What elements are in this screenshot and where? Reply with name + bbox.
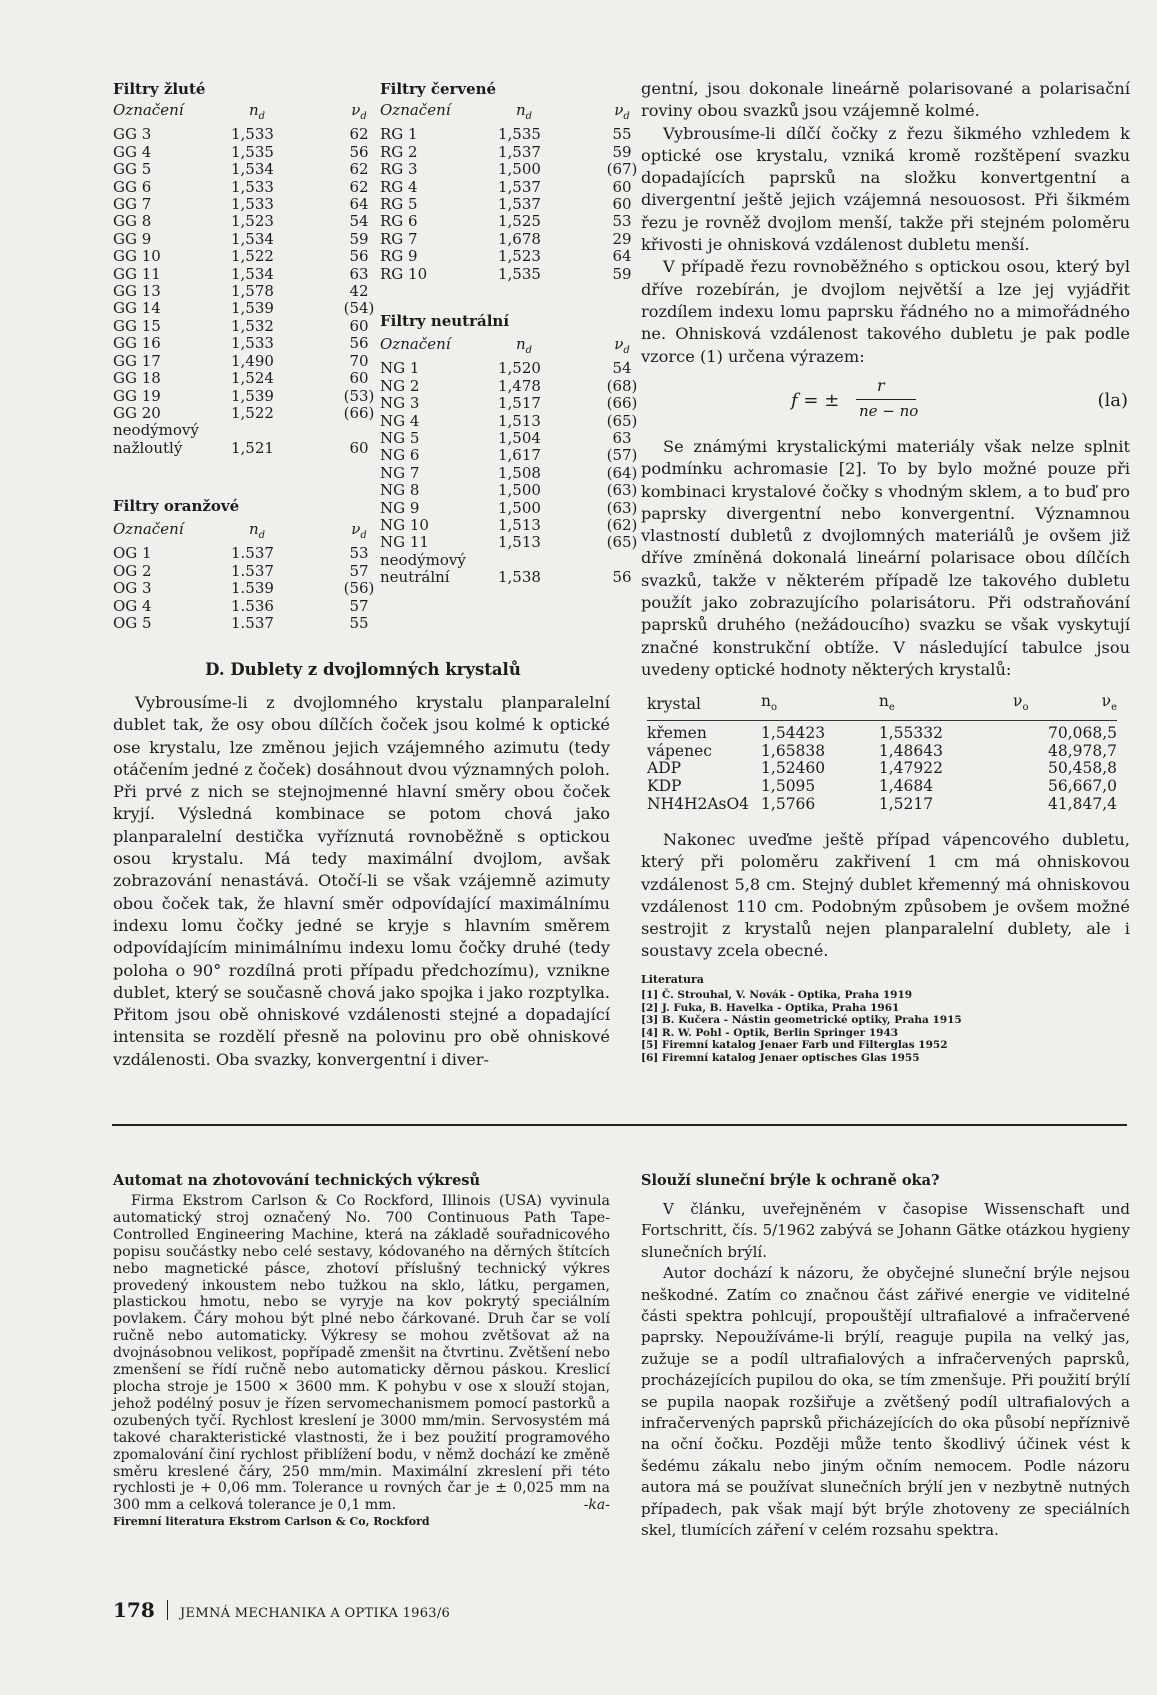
filter-nd: 1,534 xyxy=(231,264,274,283)
crystal-ne: 1,55332 xyxy=(878,723,943,742)
filter-vd: 64 xyxy=(349,195,369,214)
filter-nd: 1,524 xyxy=(231,369,274,388)
formula-numerator: r xyxy=(877,376,885,395)
filter-nd: 1,533 xyxy=(231,195,274,214)
filter-designation: GG 4 xyxy=(113,142,152,161)
crystal-ve: 78,7 xyxy=(1082,741,1117,760)
automat-article xyxy=(113,1172,610,1528)
filter-vd: (65) xyxy=(606,533,638,552)
table-row xyxy=(113,213,377,230)
crystal-ne: 1,5217 xyxy=(878,795,934,814)
table-row xyxy=(113,196,377,213)
filter-nd: 1.536 xyxy=(231,596,274,615)
filter-nd: 1,578 xyxy=(231,282,274,301)
crystal-ve: 58,8 xyxy=(1082,759,1117,778)
table-row xyxy=(113,300,377,317)
table-row xyxy=(380,482,640,499)
table-row xyxy=(113,266,377,283)
filter-vd: (67) xyxy=(606,160,638,179)
filter-nd: 1,500 xyxy=(498,498,541,517)
filter-vd: 60 xyxy=(349,369,369,388)
filter-vd: 56 xyxy=(349,247,369,266)
table-row xyxy=(113,615,377,632)
filter-vd: 70 xyxy=(349,351,369,370)
col-no: $n_o$ xyxy=(749,693,867,720)
col-designation: Označení xyxy=(113,101,184,119)
crystal-name: ADP xyxy=(647,759,682,778)
table-row xyxy=(113,283,377,300)
red-filters-section xyxy=(380,80,640,283)
filter-vd: (66) xyxy=(343,403,375,422)
col-nd: $n_d$ xyxy=(516,101,533,122)
crystal-ne: 1,47922 xyxy=(878,759,943,778)
right-paragraph-5: Nakonec uveďme ještě případ vápencového dubletu, který při poloměru zakřivení 1 cm má ohniskovou vzdálenost 5,8 cm. Stejný dublet křemenný má ohniskovou vzdálenost 110 cm. Podobným způsobem je ovšem možné sestrojit z krystalů nejen planparalelní dublety, ale i soustavy zcela obecné. xyxy=(641,830,1130,961)
filter-vd: (63) xyxy=(606,498,638,517)
table-row xyxy=(113,440,377,457)
col-nd: $n_d$ xyxy=(249,101,266,122)
filter-nd: 1,513 xyxy=(498,516,541,535)
filter-nd: 1,523 xyxy=(498,247,541,266)
filter-vd: 63 xyxy=(612,429,632,448)
filter-vd: 63 xyxy=(349,264,369,283)
filter-nd: 1,532 xyxy=(231,316,274,335)
table-row xyxy=(380,500,640,517)
formula-1a xyxy=(641,378,1130,422)
table-row xyxy=(113,580,377,597)
filter-vd: 53 xyxy=(612,212,632,231)
filter-designation: RG 9 xyxy=(380,247,418,266)
literature-item: [5] Firemní katalog Jenaer Farb und Filterglas 1952 xyxy=(641,1039,948,1052)
right-column-end xyxy=(641,829,1130,963)
filter-designation: GG 5 xyxy=(113,160,152,179)
filter-nd: 1,478 xyxy=(498,376,541,395)
crystal-table xyxy=(647,693,1117,814)
filter-vd: 64 xyxy=(612,247,632,266)
table-row xyxy=(113,353,377,370)
table-row xyxy=(647,778,1117,796)
filter-vd: 29 xyxy=(612,229,632,248)
table-row xyxy=(113,405,377,422)
literature-item: [4] R. W. Pohl - Optik, Berlin Springer 1943 xyxy=(641,1026,899,1039)
crystal-no: 1,5095 xyxy=(761,777,816,796)
crystal-name: NH4H2AsO4 xyxy=(647,795,750,814)
right-column-cont xyxy=(641,436,1130,681)
filter-vd: 56 xyxy=(612,568,632,587)
crystal-vo: 70,0 xyxy=(1047,723,1083,742)
filter-nd: 1,534 xyxy=(231,160,274,179)
filter-designation: OG 1 xyxy=(113,544,152,563)
filter-nd: 1.537 xyxy=(231,544,274,563)
filter-nd: 1,535 xyxy=(498,264,541,283)
crystal-name: křemen xyxy=(647,723,707,742)
filter-designation: neutrální xyxy=(380,568,450,587)
filter-designation: NG 9 xyxy=(380,498,420,517)
filter-nd: 1,500 xyxy=(498,160,541,179)
yellow-filters-title: Filtry žluté xyxy=(113,80,206,98)
filter-nd: 1,539 xyxy=(231,299,274,318)
filter-nd: 1,490 xyxy=(231,351,274,370)
crystal-name: vápenec xyxy=(647,741,712,760)
filter-designation: RG 3 xyxy=(380,160,418,179)
neutral-filters-title: Filtry neutrální xyxy=(380,312,510,330)
col-vo: $\nu_o$ xyxy=(983,693,1082,720)
filter-nd: 1,537 xyxy=(498,142,541,161)
table-row xyxy=(113,563,377,580)
filter-designation: NG 8 xyxy=(380,481,420,500)
table-row xyxy=(380,266,640,283)
literature-item: [1] Č. Strouhal, V. Novák - Optika, Praha 1919 xyxy=(641,989,913,1001)
filter-vd: (64) xyxy=(606,463,638,482)
table-row xyxy=(380,231,640,248)
col-ve: $\nu_e$ xyxy=(1082,693,1117,720)
filter-nd: 1,504 xyxy=(498,429,541,448)
table-row xyxy=(380,248,640,265)
automat-title: Automat na zhotovování technických výkresů xyxy=(113,1172,480,1189)
table-row xyxy=(113,318,377,335)
col-ne: $n_e$ xyxy=(867,693,983,720)
filter-vd: 57 xyxy=(349,561,369,580)
filter-designation: OG 4 xyxy=(113,596,152,615)
sunglasses-paragraph-2: Autor dochází k názoru, že obyčejné sluneční brýle nejsou neškodné. Zatím co značnou část zářivé energie ve viditelné části spektra pohlcují, propouštějí ultrafialové a infračervené paprsky. Nepoužíváme-li brýlí, reaguje pupila na velký jas, zužuje se a podíl ultrafialových a infračervených paprsků, procházejících pupilou do oka, se tím zmenšuje. Při použití brýlí se pupila naopak rozšiřuje a zvětšený podíl ultrafialových a infračervených paprsků přicházejících do oka působí nepříznivě na oční čočku. Později může tento škodlivý účinek vést k šedému zákalu nebo jiným očním nemocem. Podle názoru autora má se používat slunečních brýlí jen v nezbytně nutných případech, pak však mají být brýle zhotoveny ze speciálních skel, tlumících záření v celém rozsahu spektra. xyxy=(641,1264,1130,1540)
col-crystal: krystal xyxy=(647,693,749,720)
filter-vd: 60 xyxy=(612,195,632,214)
literature-title: Literatura xyxy=(641,973,704,986)
filter-designation: RG 5 xyxy=(380,195,418,214)
literature-item: [6] Firemní katalog Jenaer optisches Glas 1955 xyxy=(641,1051,920,1064)
right-paragraph-1: gentní, jsou dokonale lineárně polarisované a polarisační roviny obou svazků jsou vzájemně kolmé. xyxy=(641,79,1130,121)
filter-designation: GG 18 xyxy=(113,369,161,388)
table-row xyxy=(380,378,640,395)
table-row xyxy=(380,395,640,412)
crystal-ve: 67,0 xyxy=(1082,777,1117,796)
crystal-no: 1,54423 xyxy=(761,723,826,742)
filter-designation: GG 19 xyxy=(113,386,161,405)
filter-designation: GG 7 xyxy=(113,195,152,214)
filter-nd: 1.537 xyxy=(231,561,274,580)
filter-vd: (68) xyxy=(606,376,638,395)
filter-vd: 62 xyxy=(349,177,369,196)
col-vd: $\nu_d$ xyxy=(614,101,630,122)
crystal-vo: 41,8 xyxy=(1047,795,1083,814)
filter-designation: GG 3 xyxy=(113,125,152,144)
filter-nd: 1,535 xyxy=(231,142,274,161)
orange-filters-title: Filtry oranžové xyxy=(113,497,240,515)
table-row xyxy=(113,248,377,265)
filter-vd: 56 xyxy=(349,142,369,161)
filter-vd: 62 xyxy=(349,125,369,144)
filter-vd: (66) xyxy=(606,394,638,413)
filter-vd: 56 xyxy=(349,334,369,353)
filter-vd: 59 xyxy=(349,229,369,248)
table-row xyxy=(380,196,640,213)
filter-vd: (62) xyxy=(606,516,638,535)
filter-nd: 1,522 xyxy=(231,403,274,422)
table-row xyxy=(647,743,1117,761)
table-row xyxy=(113,126,377,143)
literature-item: [3] B. Kučera - Nástin geometrické optiky, Praha 1915 xyxy=(641,1014,962,1027)
filter-designation: NG 7 xyxy=(380,463,420,482)
red-filters-title: Filtry červené xyxy=(380,80,497,98)
filter-nd: 1,535 xyxy=(498,125,541,144)
neutral-filters-table xyxy=(380,336,640,587)
literature-list xyxy=(641,989,1130,1065)
crystal-ve: 47,4 xyxy=(1082,795,1117,814)
literature-item: [2] J. Fuka, B. Havelka - Optika, Praha 1961 xyxy=(641,1001,900,1014)
formula-lhs: f = ± xyxy=(791,390,840,411)
article-separator xyxy=(112,1124,1127,1126)
col-vd: $\nu_d$ xyxy=(351,101,367,122)
table-row xyxy=(113,335,377,352)
filter-designation: NG 11 xyxy=(380,533,429,552)
col-designation: Označení xyxy=(380,335,451,353)
crystal-ve: 68,5 xyxy=(1082,723,1117,742)
right-column xyxy=(641,78,1130,368)
automat-body: Firma Ekstrom Carlson & Co Rockford, Illinois (USA) vyvinula automatický stroj označený No. 700 Continuous Path Tape-Controlled Engineering Machine, která na základě souřadnicového popisu součástky nebo celé sestavy, kódovaného na děrných štítcích nebo magnetické pásce, zhotoví příslušný technický výkres provedený inkoustem nebo tužkou na sklo, látku, pergamen, plastickou hmotu, nebo se vyryje na kov pokrytý speciálním povlakem. Čáry mohou být plné nebo čárkované. Druh čar se volí ručně nebo automaticky. Výkresy se mohou zvětšovat až na dvojnásobnou velikost, popřípadě zmenšit na čtvrtinu. Zvětšení nebo zmenšení se řídí ručně nebo automaticky děrnou páskou. Kreslicí plocha stroje je 1500 × 3600 mm. K pohybu v ose x slouží stojan, jehož podélný posuv je řízen servomechanismem pomocí pastorků a ozubených tyčí. Rychlost kreslení je 3000 mm/min. Servosystém má takové charakteristické vlastnosti, že i bez použití programového zpomalování činí rychlost přiblížení bodu, v němž dochází ke změně směru kreslené čáry, 250 mm/min. Maximální zkreslení při této rychlosti je + 0,06 mm. Tolerance u rovných čar je ± 0,025 mm na 300 mm a celková tolerance je 0,1 mm. xyxy=(113,1193,610,1514)
table-row xyxy=(647,720,1117,742)
formula-denominator: ne − no xyxy=(859,402,919,420)
filter-vd: 60 xyxy=(349,316,369,335)
section-d-body xyxy=(113,692,610,1071)
filter-designation: GG 8 xyxy=(113,212,152,231)
filter-designation: RG 1 xyxy=(380,125,418,144)
filter-designation: RG 4 xyxy=(380,177,418,196)
filter-vd: (63) xyxy=(606,481,638,500)
col-designation: Označení xyxy=(113,520,184,538)
filter-nd: 1,513 xyxy=(498,411,541,430)
crystal-vo: 48,9 xyxy=(1047,741,1083,760)
filter-vd: 57 xyxy=(349,596,369,615)
filter-nd: 1,534 xyxy=(231,229,274,248)
filter-designation: NG 2 xyxy=(380,376,420,395)
red-filters-table xyxy=(380,102,640,283)
table-row xyxy=(113,598,377,615)
filter-designation: GG 15 xyxy=(113,316,161,335)
filter-designation: nažloutlý xyxy=(113,438,183,457)
filter-vd: 53 xyxy=(349,544,369,563)
filter-nd: 1,537 xyxy=(498,177,541,196)
formula-bar xyxy=(856,399,916,400)
table-row xyxy=(380,447,640,464)
filter-nd: 1,508 xyxy=(498,463,541,482)
neutral-filters-section xyxy=(380,312,640,587)
filter-designation: NG 5 xyxy=(380,429,420,448)
filter-designation: GG 11 xyxy=(113,264,161,283)
table-row xyxy=(380,144,640,161)
yellow-filters-table xyxy=(113,102,377,457)
filter-nd: 1,517 xyxy=(498,394,541,413)
filter-designation: GG 10 xyxy=(113,247,161,266)
sunglasses-title: Slouží sluneční brýle k ochraně oka? xyxy=(641,1172,940,1189)
filter-designation: neodýmový xyxy=(380,550,466,569)
filter-designation: OG 2 xyxy=(113,561,152,580)
filter-nd: 1,617 xyxy=(498,446,541,465)
filter-nd: 1.539 xyxy=(231,579,274,598)
filter-vd: 59 xyxy=(612,264,632,283)
literature xyxy=(641,973,1130,1065)
filter-designation: GG 9 xyxy=(113,229,152,248)
filter-designation: OG 5 xyxy=(113,614,152,633)
col-nd: $n_d$ xyxy=(516,335,533,356)
filter-nd: 1,522 xyxy=(231,247,274,266)
filter-vd: (56) xyxy=(343,579,375,598)
section-d-heading: D. Dublety z dvojlomných krystalů xyxy=(205,660,521,679)
filter-vd: 59 xyxy=(612,142,632,161)
col-vd: $\nu_d$ xyxy=(614,335,630,356)
filter-designation: GG 20 xyxy=(113,403,161,422)
filter-nd: 1,500 xyxy=(498,481,541,500)
table-row xyxy=(380,360,640,377)
table-row xyxy=(647,760,1117,778)
table-row xyxy=(113,545,377,562)
filter-designation: RG 7 xyxy=(380,229,418,248)
table-row xyxy=(380,552,640,569)
filter-vd: 42 xyxy=(349,282,369,301)
table-row xyxy=(380,569,640,586)
filter-nd: 1,523 xyxy=(231,212,274,231)
sunglasses-article xyxy=(641,1172,1130,1542)
table-row xyxy=(380,517,640,534)
filter-vd: 62 xyxy=(349,160,369,179)
filter-nd: 1,513 xyxy=(498,533,541,552)
table-row xyxy=(113,161,377,178)
automat-signature: -ka- xyxy=(583,1497,610,1514)
crystal-vo: 50,4 xyxy=(1047,759,1083,778)
journal-name: JEMNÁ MECHANIKA A OPTIKA 1963/6 xyxy=(180,1606,451,1621)
right-paragraph-3: V případě řezu rovnoběžného s optickou osou, který byl dříve rozebírán, je dvojlom největší a lze jej vyjádřit rozdílem indexu lomu paprsku řádného no a mimořádného ne. Ohnisková vzdálenost takového dubletu je pak podle vzorce (1) určena výrazem: xyxy=(641,257,1130,366)
table-row xyxy=(647,796,1117,814)
filter-nd: 1,520 xyxy=(498,359,541,378)
filter-nd: 1.537 xyxy=(231,614,274,633)
page-footer xyxy=(113,1598,450,1622)
table-row xyxy=(113,179,377,196)
filter-vd: 55 xyxy=(349,614,369,633)
table-row xyxy=(113,231,377,248)
filter-vd: (57) xyxy=(606,446,638,465)
filter-designation: NG 10 xyxy=(380,516,429,535)
table-row xyxy=(380,213,640,230)
filter-nd: 1,533 xyxy=(231,125,274,144)
filter-designation: RG 6 xyxy=(380,212,418,231)
filter-nd: 1,525 xyxy=(498,212,541,231)
filter-vd: 54 xyxy=(612,359,632,378)
filter-vd: (54) xyxy=(343,299,375,318)
filter-designation: RG 2 xyxy=(380,142,418,161)
right-paragraph-4: Se známými krystalickými materiály však nelze splnit podmínku achromasie [2]. To by bylo možné pouze při kombinaci krystalové čočky s vhodným sklem, a to buď pro paprsky divergentní nebo konvergentní. Významnou vlastností dubletů z dvojlomných materiálů je ovšem již dříve zmíněná dokonalá lineární polarisace obou dílčích svazků, takže v některém případě lze takového dubletu použít jako zobrazujícího polarisátoru. Při odstraňování paprsků druhého (nežádoucího) svazku se však vyskytují značné konstrukční obtíže. V následující tabulce jsou uvedeny optické hodnoty některých krystalů: xyxy=(641,437,1130,679)
footer-divider xyxy=(167,1600,168,1620)
crystal-ne: 1,48643 xyxy=(878,741,943,760)
filter-designation: NG 4 xyxy=(380,411,420,430)
filter-vd: 54 xyxy=(349,212,369,231)
sunglasses-paragraph-1: V článku, uveřejněném v časopise Wissenschaft und Fortschritt, čís. 5/1962 zabývá se Johann Gätke otázkou hygieny slunečních brýlí. xyxy=(641,1200,1130,1261)
automat-source: Firemní literatura Ekstrom Carlson & Co, Rockford xyxy=(113,1515,430,1529)
crystal-no: 1,52460 xyxy=(761,759,826,778)
filter-nd: 1,533 xyxy=(231,334,274,353)
table-row xyxy=(380,534,640,551)
filter-designation: RG 10 xyxy=(380,264,428,283)
table-row xyxy=(380,465,640,482)
filter-vd: 55 xyxy=(612,125,632,144)
table-row xyxy=(113,370,377,387)
filter-nd: 1,538 xyxy=(498,568,541,587)
table-row xyxy=(380,126,640,143)
filter-nd: 1,533 xyxy=(231,177,274,196)
formula-tag: (la) xyxy=(1097,390,1128,411)
filter-nd: 1,521 xyxy=(231,438,274,457)
table-row xyxy=(380,179,640,196)
filter-designation: NG 6 xyxy=(380,446,420,465)
filter-designation: NG 3 xyxy=(380,394,420,413)
table-row xyxy=(113,144,377,161)
col-vd: $\nu_d$ xyxy=(351,520,367,541)
filter-nd: 1,539 xyxy=(231,386,274,405)
table-row xyxy=(113,388,377,405)
filter-designation: GG 13 xyxy=(113,282,161,301)
yellow-filters-section xyxy=(113,80,377,457)
section-d-paragraph: Vybrousíme-li z dvojlomného krystalu planparalelní dublet tak, že osy obou dílčích čoček jsou kolmé k optické ose krystalu, lze změnou jejich vzájemného azimutu (tedy otáčením jedné z čoček) dosáhnout dvou významných poloh. Při prvé z nich se stejnojmenné hlavní směry obou čoček kryjí. Výsledná kombinace se potom chová jako planparalelní destička vyříznutá rovnoběžně s optickou osou krystalu. Má tedy maximální dvojlom, avšak zobrazování nenastává. Otočí-li se však vzájemně azimuty obou čoček tak, že hlavní směr odpovídající maximálnímu indexu lomu čočky jedné se kryje s hlavním směrem odpovídajícím minimálnímu indexu lomu čočky druhé (tedy poloha o 90° rozdílná proti případu předchozímu), vznikne dublet, který se současně chová jako spojka i jako rozptylka. Přitom jsou obě ohniskové vzdálenosti stejné a dopadající intensita se rozdělí přesně na polovinu pro obě ohniskové vzdálenosti. Oba svazky, konvergentní i diver- xyxy=(113,693,610,1069)
crystal-no: 1,65838 xyxy=(761,741,826,760)
filter-vd: (53) xyxy=(343,386,375,405)
filter-designation: GG 6 xyxy=(113,177,152,196)
col-nd: $n_d$ xyxy=(249,520,266,541)
crystal-name: KDP xyxy=(647,777,682,796)
filter-designation: GG 16 xyxy=(113,334,161,353)
filter-vd: 60 xyxy=(612,177,632,196)
crystal-vo: 56,6 xyxy=(1047,777,1083,796)
crystal-ne: 1,4684 xyxy=(878,777,934,796)
crystal-no: 1,5766 xyxy=(761,795,816,814)
filter-vd: (65) xyxy=(606,411,638,430)
filter-designation: neodýmový xyxy=(113,421,199,440)
filter-designation: GG 14 xyxy=(113,299,161,318)
table-row xyxy=(380,430,640,447)
filter-designation: GG 17 xyxy=(113,351,161,370)
page-number: 178 xyxy=(113,1598,155,1622)
orange-filters-section xyxy=(113,497,377,632)
filter-nd: 1,678 xyxy=(498,229,541,248)
col-designation: Označení xyxy=(380,101,451,119)
table-row xyxy=(380,161,640,178)
orange-filters-table xyxy=(113,521,377,632)
filter-designation: OG 3 xyxy=(113,579,152,598)
filter-designation: NG 1 xyxy=(380,359,420,378)
filter-vd: 60 xyxy=(349,438,369,457)
table-row xyxy=(380,413,640,430)
right-paragraph-2: Vybrousíme-li dílčí čočky z řezu šikmého vzhledem k optické ose krystalu, vzniká kromě rozštěpení svazku dopadajících paprsků na složku konvertgentní a divergentní ještě jejich vzájemná nesouosost. Při šikmém řezu je rovněž dvojlom menší, takže při stejném poloměru křivosti je ohnisková vzdálenost dubletu menší. xyxy=(641,123,1130,255)
table-row xyxy=(113,422,377,439)
filter-nd: 1,537 xyxy=(498,195,541,214)
